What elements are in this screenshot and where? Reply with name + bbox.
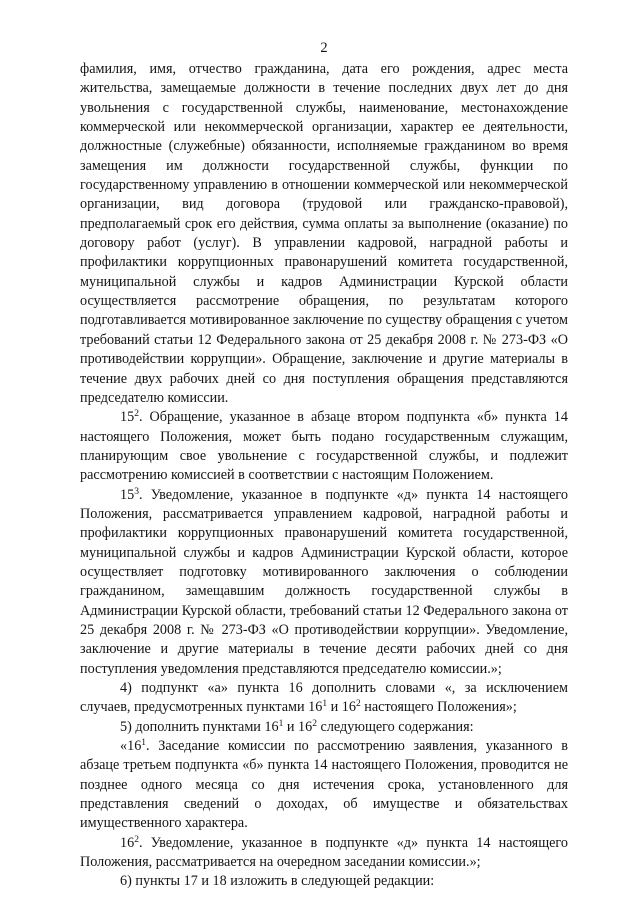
superscript: 1 bbox=[278, 718, 284, 729]
text-run: . Обращение, указанное в абзаце втором подпункта «б» пункта 14 настоящего Положения, может быть подано государственным служащим, планирующим свое увольнение с государственной службы, и подлежит рассмотрению комиссией в соответствии с настоящим Положением. bbox=[80, 409, 568, 484]
text-run: фамилия, имя, отчество гражданина, дата его рождения, адрес места жительства, замещаемые должности в течение последних двух лет до дня увольнения с государственной службы, наименование, местонахождение коммерческой или некоммерческой организации, характер ее деятельности, должностные (служебные) обязанности, исполняемые гражданином во время замещения им должности государственной службы, функции по государственному управлению в отношении коммерческой или некоммерческой организации, вид договора (трудовой или гражданско-правовой), предполагаемый срок его действия, сумма оплаты за выполнение (оказание) по договору работ (услуг). В управлении кадровой, наградной работы и профилактики коррупционных правонарушений комитета государственной, муниципальной службы и кадров Администрации Курской области осуществляется рассмотрение обращения, по результатам которого подготавливается мотивированное заключение по существу обращения с учетом требований статьи 12 Федерального закона от 25 декабря 2008 г. № 273-ФЗ «О противодействии коррупции». Обращение, заключение и другие материалы в течение двух рабочих дней со дня поступления обращения представляются председателю комиссии. bbox=[80, 61, 568, 406]
text-run: . Заседание комиссии по рассмотрению заявления, указанного в абзаце третьем подпункта «б» пункта 14 настоящего Положения, проводится не позднее одного месяца со дня истечения срока, установленного для представления сведений о доходах, об имуществе и обязательствах имущественного характера. bbox=[80, 738, 568, 832]
superscript: 2 bbox=[312, 718, 317, 729]
paragraph-p1 bbox=[80, 60, 568, 408]
document-body bbox=[80, 60, 568, 892]
text-run: . Уведомление, указанное в подпункте «д» пункта 14 настоящего Положения, рассматривается управлением кадровой, наградной работы и профилактики коррупционных правонарушений комитета государственной, муниципальной службы и кадров Администрации Курской области, которое осуществляет подготовку мотивированного заключения о соблюдении гражданином, замещавшим должность государственной службы в Администрации Курской области, требований статьи 12 Федерального закона от 25 декабря 2008 г. № 273-ФЗ «О противодействии коррупции». Уведомление, заключение и другие материалы в течение десяти рабочих дней со дня поступления уведомления представляются председателю комиссии.»; bbox=[80, 486, 568, 677]
superscript: 1 bbox=[141, 738, 147, 749]
paragraph-p2 bbox=[80, 408, 568, 485]
superscript: 2 bbox=[134, 409, 139, 420]
paragraph-p4 bbox=[80, 679, 568, 718]
paragraph-p7 bbox=[80, 834, 568, 873]
text-run: 16 bbox=[120, 834, 135, 851]
superscript: 1 bbox=[322, 699, 328, 710]
text-run: 15 bbox=[120, 486, 135, 503]
text-run: . Уведомление, указанное в подпункте «д» пункта 14 настоящего Положения, рассматривается на очередном заседании комиссии.»; bbox=[80, 834, 568, 871]
text-run: и 16 bbox=[327, 699, 356, 716]
text-run: 4) подпункт «а» пункта 16 дополнить словами «, за исключением случаев, предусмотренных пунктами 16 bbox=[80, 680, 568, 716]
page-number: 2 bbox=[320, 40, 328, 56]
paragraph-p6 bbox=[80, 737, 568, 834]
text-run: 15 bbox=[120, 409, 135, 426]
text-run: «16 bbox=[120, 738, 142, 755]
paragraph-p5 bbox=[80, 718, 568, 737]
paragraph-p3 bbox=[80, 486, 568, 679]
text-run: следующего содержания: bbox=[317, 718, 474, 735]
superscript: 2 bbox=[134, 834, 139, 845]
text-run: и 16 bbox=[283, 718, 313, 735]
superscript: 3 bbox=[134, 486, 139, 497]
text-run: настоящего Положения»; bbox=[360, 699, 517, 716]
text-run: 5) дополнить пунктами 16 bbox=[120, 718, 279, 735]
superscript: 2 bbox=[356, 699, 361, 710]
paragraph-p8 bbox=[80, 872, 568, 891]
text-run: 6) пункты 17 и 18 изложить в следующей редакции: bbox=[120, 873, 435, 890]
